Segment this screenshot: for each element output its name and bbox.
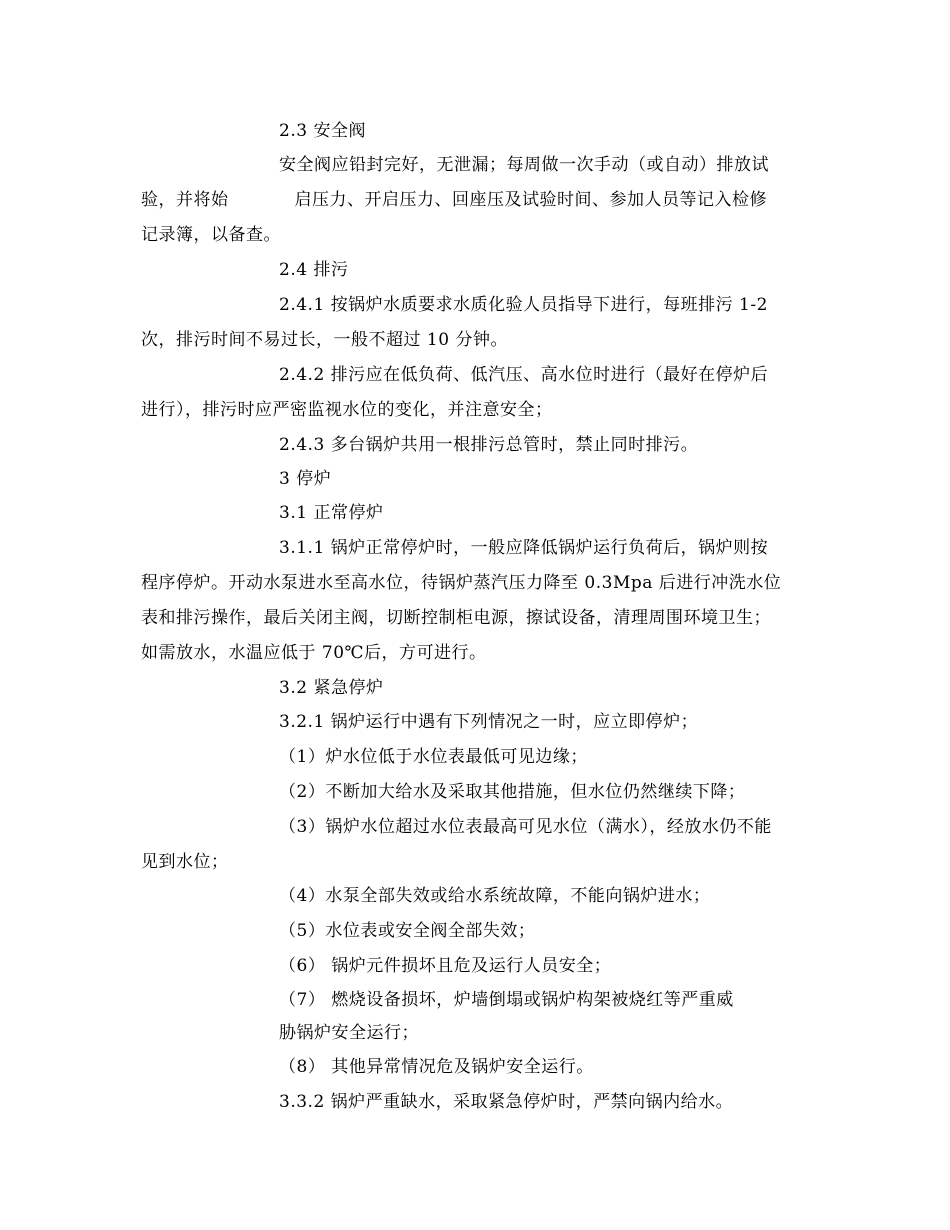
list-item-continuation: 见到水位； <box>141 852 229 872</box>
paragraph-fragment: 启压力、开启压力、回座压及试验时间、参加人员等记入检修 <box>294 190 767 210</box>
paragraph-line: 安全阀应铅封完好，无泄漏；每周做一次手动（或自动）排放试 <box>279 155 769 175</box>
list-item: （1）炉水位低于水位表最低可见边缘； <box>279 747 588 767</box>
list-item: （2）不断加大给水及采取其他措施，但水位仍然继续下降； <box>279 782 746 802</box>
paragraph-line: 程序停炉。开动水泵进水至高水位，待锅炉蒸汽压力降至 0.3Mpa 后进行冲洗水位 <box>141 573 782 593</box>
paragraph-line: 记录簿，以备查。 <box>141 225 281 245</box>
paragraph-line: 3.2.1 锅炉运行中遇有下列情况之一时，应立即停炉； <box>279 712 699 732</box>
list-item: （5）水位表或安全阀全部失效； <box>279 921 536 941</box>
list-item: （3）锅炉水位超过水位表最高可见水位（满水），经放水仍不能 <box>279 817 772 837</box>
paragraph-line: 表和排污操作，最后关闭主阀，切断控制柜电源，擦试设备，清理周围环境卫生； <box>141 608 771 628</box>
paragraph-line: 2.4.2 排污应在低负荷、低汽压、高水位时进行（最好在停炉后 <box>279 365 769 385</box>
section-heading-3-2: 3.2 紧急停炉 <box>279 678 384 698</box>
section-heading-3: 3 停炉 <box>279 469 332 489</box>
paragraph-line: 次，排污时间不易过长，一般不超过 10 分钟。 <box>141 330 508 350</box>
paragraph-line: 3.3.2 锅炉严重缺水，采取紧急停炉时，严禁向锅内给水。 <box>279 1092 734 1112</box>
section-heading-3-1: 3.1 正常停炉 <box>279 503 384 523</box>
section-heading-2-3: 2.3 安全阀 <box>279 121 366 141</box>
paragraph-line: 2.4.1 按锅炉水质要求水质化验人员指导下进行，每班排污 1-2 <box>279 295 768 315</box>
list-item-continuation: 胁锅炉安全运行； <box>279 1023 419 1043</box>
section-heading-2-4: 2.4 排污 <box>279 260 349 280</box>
paragraph-fragment: 验，并将始 <box>141 190 229 210</box>
list-item: （6） 锅炉元件损坏且危及运行人员安全； <box>279 956 612 976</box>
paragraph-line: 进行），排污时应严密监视水位的变化，并注意安全； <box>141 400 553 420</box>
list-item: （4）水泵全部失效或给水系统故障，不能向锅炉进水； <box>279 886 711 906</box>
paragraph-line: 如需放水，水温应低于 70℃后，方可进行。 <box>141 643 487 663</box>
paragraph-line: 2.4.3 多台锅炉共用一根排污总管时，禁止同时排污。 <box>279 435 699 455</box>
list-item: （7） 燃烧设备损坏，炉墙倒塌或锅炉构架被烧红等严重威 <box>279 990 734 1010</box>
paragraph-line <box>141 189 767 211</box>
list-item: （8） 其他异常情况危及锅炉安全运行。 <box>279 1057 594 1077</box>
paragraph-line: 3.1.1 锅炉正常停炉时，一般应降低锅炉运行负荷后，锅炉则按 <box>279 538 769 558</box>
